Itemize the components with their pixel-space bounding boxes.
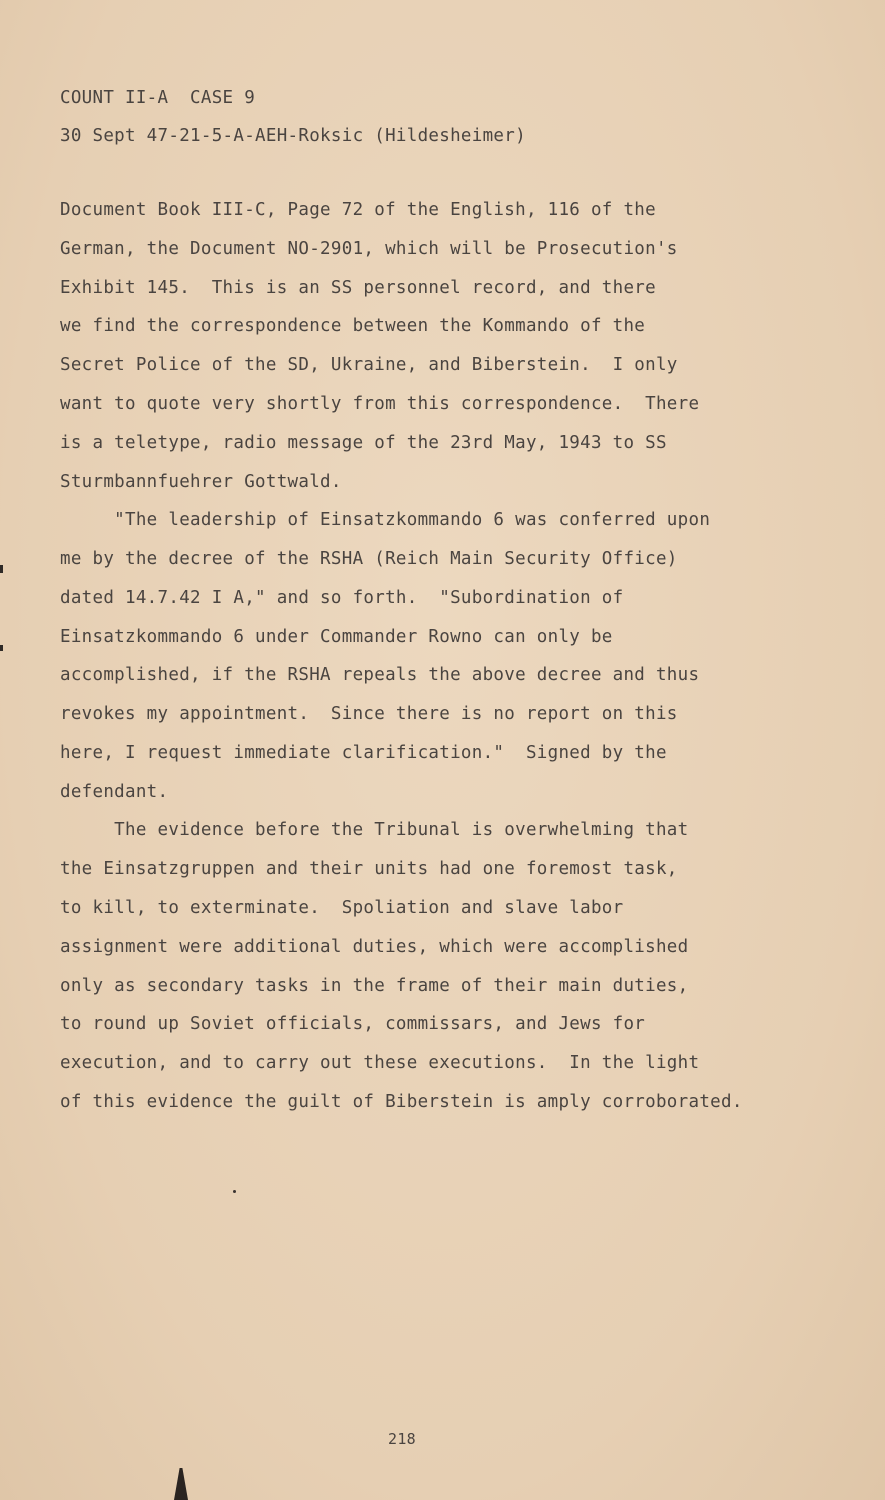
- body-line: to kill, to exterminate. Spoliation and slave labor: [60, 898, 624, 918]
- body-line: here, I request immediate clarification." Signed by the: [60, 743, 667, 763]
- date-reference-header: 30 Sept 47-21-5-A-AEH-Roksic (Hildesheimer): [60, 126, 526, 146]
- body-line: The evidence before the Tribunal is overwhelming that: [60, 820, 689, 840]
- body-line: Einsatzkommando 6 under Commander Rowno can only be: [60, 627, 613, 647]
- body-line: Secret Police of the SD, Ukraine, and Biberstein. I only: [60, 355, 678, 375]
- body-line: execution, and to carry out these executions. In the light: [60, 1053, 700, 1073]
- body-line: is a teletype, radio message of the 23rd May, 1943 to SS: [60, 433, 667, 453]
- body-line: we find the correspondence between the Kommando of the: [60, 316, 646, 336]
- body-line: German, the Document NO-2901, which will be Prosecution's: [60, 239, 678, 259]
- body-line: accomplished, if the RSHA repeals the above decree and thus: [60, 665, 700, 685]
- page-number: 218: [388, 1430, 416, 1448]
- body-line: Exhibit 145. This is an SS personnel record, and there: [60, 278, 656, 298]
- body-line: defendant.: [60, 782, 169, 802]
- scan-speck: [233, 1190, 236, 1193]
- body-line: me by the decree of the RSHA (Reich Main Security Office): [60, 549, 678, 569]
- body-line: Document Book III-C, Page 72 of the English, 116 of the: [60, 200, 656, 220]
- body-line: only as secondary tasks in the frame of their main duties,: [60, 976, 689, 996]
- case-header: COUNT II-A CASE 9: [60, 88, 256, 108]
- body-line: revokes my appointment. Since there is no report on this: [60, 704, 678, 724]
- body-line: dated 14.7.42 I A," and so forth. "Subordination of: [60, 588, 624, 608]
- scan-mark: [0, 565, 3, 573]
- scan-mark: [0, 645, 3, 651]
- scan-artifact: [174, 1468, 188, 1500]
- body-line: to round up Soviet officials, commissars, and Jews for: [60, 1014, 646, 1034]
- body-line: the Einsatzgruppen and their units had one foremost task,: [60, 859, 678, 879]
- body-line: "The leadership of Einsatzkommando 6 was conferred upon: [60, 510, 711, 530]
- body-line: Sturmbannfuehrer Gottwald.: [60, 472, 342, 492]
- body-line: want to quote very shortly from this correspondence. There: [60, 394, 700, 414]
- body-line: assignment were additional duties, which were accomplished: [60, 937, 689, 957]
- body-line: of this evidence the guilt of Biberstein is amply corroborated.: [60, 1092, 743, 1112]
